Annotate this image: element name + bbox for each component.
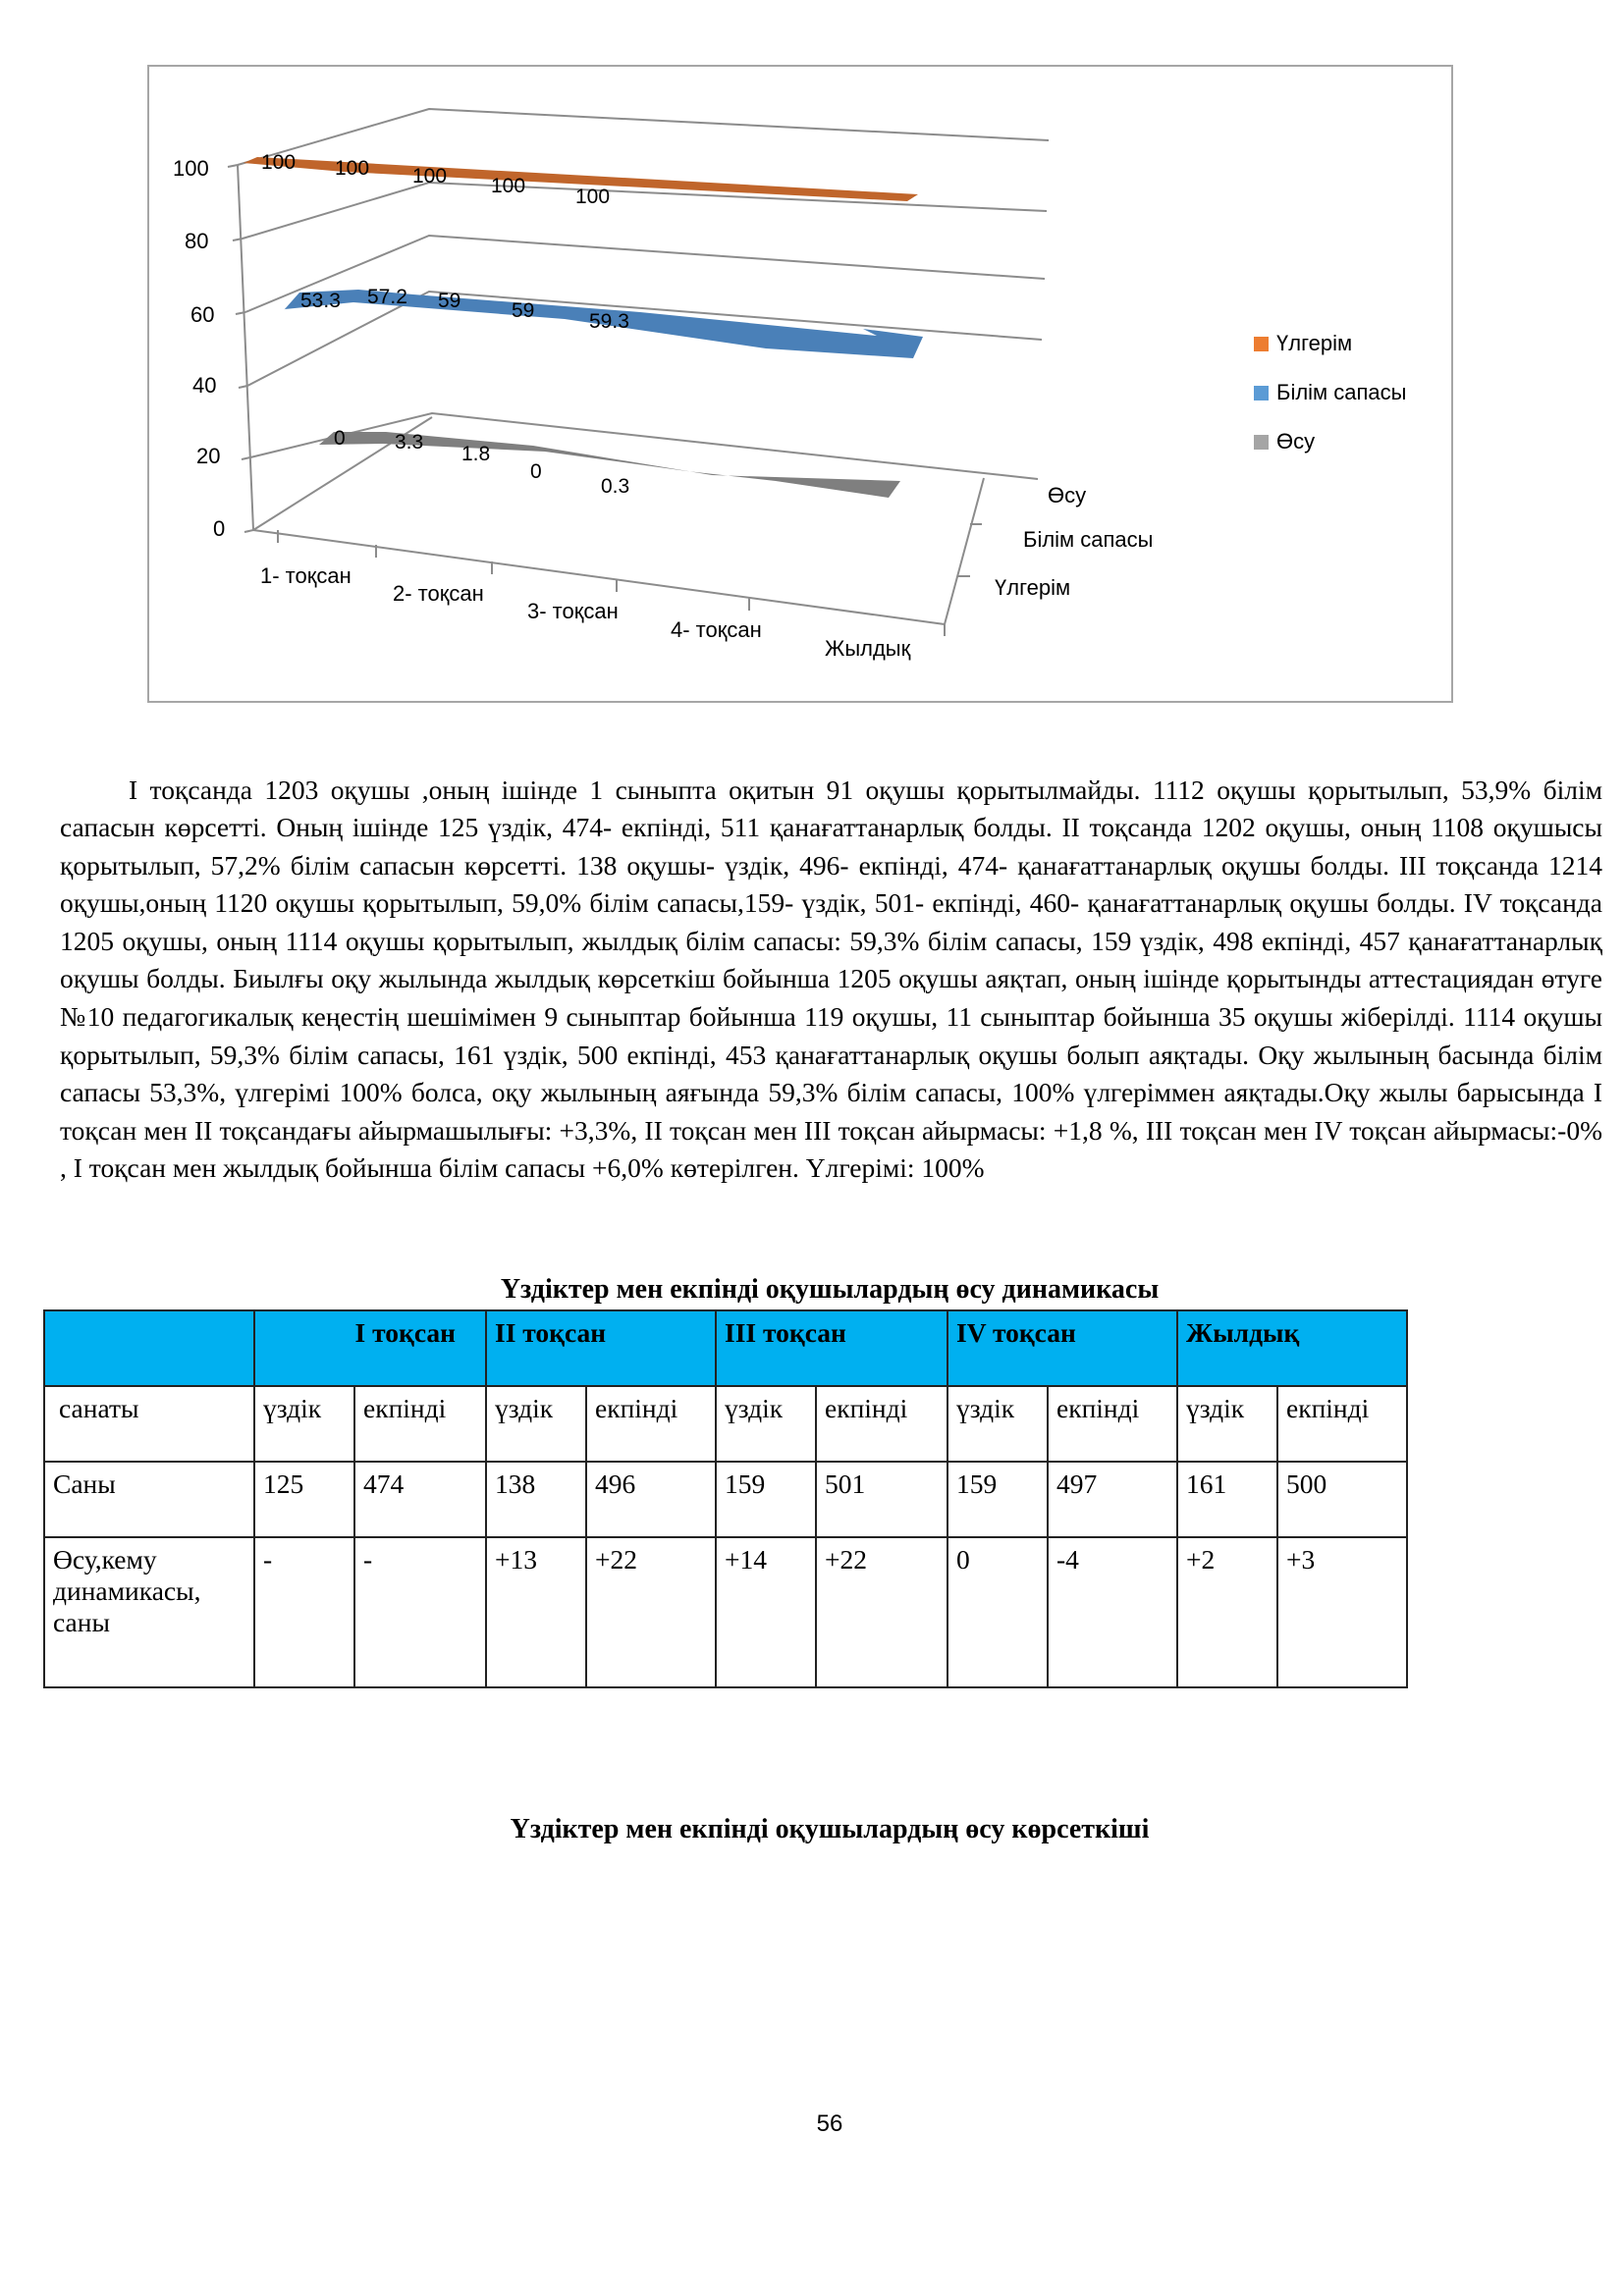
table-cell: үздік bbox=[1177, 1386, 1277, 1462]
body-paragraph: І тоқсанда 1203 оқушы ,оның ішінде 1 сыныпта оқитын 91 оқушы қорытылмайды. 1112 оқушы қорытылып, 53,9% білім сапасын көрсетті. Оның ішінде 125 үздік, 474- екпінді, 511 қанағаттанарлық болды. ІІ тоқсанда 1202 оқушы, оның 1108 оқушысы қорытылып, 57,2% білім сапасын көрсетті. 138 оқушы- үздік, 496- екпінді, 474- қанағаттанарлық оқушы болды. ІІІ тоқсанда 1214 оқушы,оның 1120 оқушы қорытылып, 59,0% білім сапасы,159- үздік, 501- екпінді, 460- қанағаттанарлық оқушы болды. ІV тоқсанда 1205 оқушы, оның 1114 оқушы қорытылып, жылдық білім сапасы: 59,3% білім сапасы, 159 үздік, 498 екпінді, 457 қанағаттанарлық оқушы болды. Биылғы оқу жылында жылдық көрсеткіш бойынша 1205 оқушы аяқтап, оның ішінде қорытынды аттестациядан өтуге №10 педагогикалық кеңестің шешімімен 9 сыныптар бойынша 119 оқушы, 11 сыныптар бойынша 35 оқушы жіберілді. 1114 оқушы қорытылып, 59,3% білім сапасы, 161 үздік, 500 екпінді, 453 қанағаттанарлық оқушы болып аяқтады. Оқу жылының басында білім сапасы 53,3%, үлгерімі 100% болса, оқу жылының аяғында 59,3% білім сапасы, 100% үлгеріммен аяқтады.Оқу жылы барысында І тоқсан мен ІІ тоқсандағы айырмашылығы: +3,3%, ІІ тоқсан мен ІІІ тоқсан айырмасы: +1,8 %, ІІІ тоқсан мен ІV тоқсан айырмасы:-0% , І тоқсан мен жылдық бойынша білім сапасы +6,0% көтерілген. Үлгерімі: 100% bbox=[60, 774, 1602, 1184]
table-cell: 159 bbox=[947, 1462, 1048, 1537]
table-cell: Өсу,кему динамикасы, саны bbox=[44, 1537, 254, 1687]
y-tick-60: 60 bbox=[190, 302, 215, 327]
table-header-cell: ІІІ тоқсан bbox=[716, 1310, 947, 1386]
table-header-cell: Жылдық bbox=[1177, 1310, 1407, 1386]
table-cell: 161 bbox=[1177, 1462, 1277, 1537]
table-header-cell: ІІ тоқсан bbox=[486, 1310, 716, 1386]
table-subheader-row bbox=[44, 1386, 1407, 1462]
table-title: Үздіктер мен екпінді оқушылардың өсу динамикасы bbox=[500, 1274, 1160, 1305]
depth-axis-label: Өсу bbox=[1048, 483, 1087, 507]
table-cell: екпінді bbox=[586, 1386, 716, 1462]
legend-label: Өсу bbox=[1276, 429, 1316, 454]
legend-item-osu bbox=[1254, 417, 1406, 466]
y-tick-80: 80 bbox=[185, 229, 209, 253]
table-cell: екпінді bbox=[816, 1386, 947, 1462]
table-cell: үздік bbox=[947, 1386, 1048, 1462]
legend-swatch-icon bbox=[1254, 435, 1269, 450]
depth-axis-label: Үлгерім bbox=[995, 575, 1071, 600]
table-cell: үздік bbox=[716, 1386, 816, 1462]
legend-item-ulgerim bbox=[1254, 319, 1406, 368]
data-label: 0.3 bbox=[601, 475, 630, 498]
x-category-label: 2- тоқсан bbox=[393, 581, 484, 606]
table-cell: +22 bbox=[586, 1537, 716, 1687]
data-label: 0 bbox=[334, 427, 346, 450]
data-label: 100 bbox=[575, 186, 611, 208]
table-cell: үздік bbox=[254, 1386, 354, 1462]
legend-label: Білім сапасы bbox=[1276, 380, 1407, 404]
data-label: 100 bbox=[335, 157, 370, 180]
data-label: 100 bbox=[491, 175, 526, 197]
table-cell: +14 bbox=[716, 1537, 816, 1687]
dynamics-table bbox=[43, 1309, 1408, 1688]
chart-gridlines bbox=[228, 109, 1049, 636]
table-cell: -4 bbox=[1048, 1537, 1177, 1687]
table-cell: 496 bbox=[586, 1462, 716, 1537]
table-cell: екпінді bbox=[1277, 1386, 1407, 1462]
x-category-label: Жылдық bbox=[825, 636, 911, 661]
table-cell: +22 bbox=[816, 1537, 947, 1687]
section-title: Үздіктер мен екпінді оқушылардың өсу көрсеткіші bbox=[510, 1814, 1150, 1844]
table-cell: 500 bbox=[1277, 1462, 1407, 1537]
depth-axis-label: Білім сапасы bbox=[1023, 527, 1154, 552]
y-tick-20: 20 bbox=[196, 444, 221, 468]
page-number: 56 bbox=[816, 2110, 843, 2137]
legend-swatch-icon bbox=[1254, 337, 1269, 351]
table-row bbox=[44, 1537, 1407, 1687]
table-cell: - bbox=[254, 1537, 354, 1687]
y-tick-0: 0 bbox=[213, 516, 226, 541]
data-label: 59 bbox=[512, 299, 535, 322]
table-cell: үздік bbox=[486, 1386, 586, 1462]
table-header-row bbox=[44, 1310, 1407, 1386]
data-label: 3.3 bbox=[395, 431, 424, 454]
legend-label: Үлгерім bbox=[1276, 331, 1353, 355]
table-cell: екпінді bbox=[1048, 1386, 1177, 1462]
table-cell: 125 bbox=[254, 1462, 354, 1537]
legend-swatch-icon bbox=[1254, 386, 1269, 400]
table-cell: +3 bbox=[1277, 1537, 1407, 1687]
y-tick-100: 100 bbox=[173, 156, 209, 181]
table-cell: +2 bbox=[1177, 1537, 1277, 1687]
data-label: 57.2 bbox=[367, 286, 407, 308]
x-category-label: 1- тоқсан bbox=[260, 563, 352, 588]
table-cell: 497 bbox=[1048, 1462, 1177, 1537]
data-label: 100 bbox=[261, 151, 297, 174]
legend-item-bilim-sapasy bbox=[1254, 368, 1406, 417]
x-category-label: 4- тоқсан bbox=[671, 617, 762, 642]
table-header-cell bbox=[44, 1310, 254, 1386]
y-tick-40: 40 bbox=[192, 373, 217, 398]
table-row bbox=[44, 1462, 1407, 1537]
table-header-cell: І тоқсан bbox=[254, 1310, 486, 1386]
table-cell: +13 bbox=[486, 1537, 586, 1687]
table-cell: екпінді bbox=[354, 1386, 486, 1462]
table-cell: 0 bbox=[947, 1537, 1048, 1687]
table-cell: 159 bbox=[716, 1462, 816, 1537]
data-label: 59 bbox=[438, 290, 461, 312]
table-cell: санаты bbox=[44, 1386, 254, 1462]
table-cell: Саны bbox=[44, 1462, 254, 1537]
chart-legend bbox=[1254, 319, 1406, 466]
data-label: 1.8 bbox=[461, 443, 491, 465]
table-cell: 474 bbox=[354, 1462, 486, 1537]
table-cell: 138 bbox=[486, 1462, 586, 1537]
x-category-label: 3- тоқсан bbox=[527, 599, 619, 623]
table-cell: 501 bbox=[816, 1462, 947, 1537]
data-label: 0 bbox=[530, 460, 542, 483]
table-header-cell: ІV тоқсан bbox=[947, 1310, 1177, 1386]
data-label: 59.3 bbox=[589, 310, 629, 333]
table-cell: - bbox=[354, 1537, 486, 1687]
data-label: 53.3 bbox=[300, 290, 341, 312]
data-label: 100 bbox=[412, 165, 448, 187]
